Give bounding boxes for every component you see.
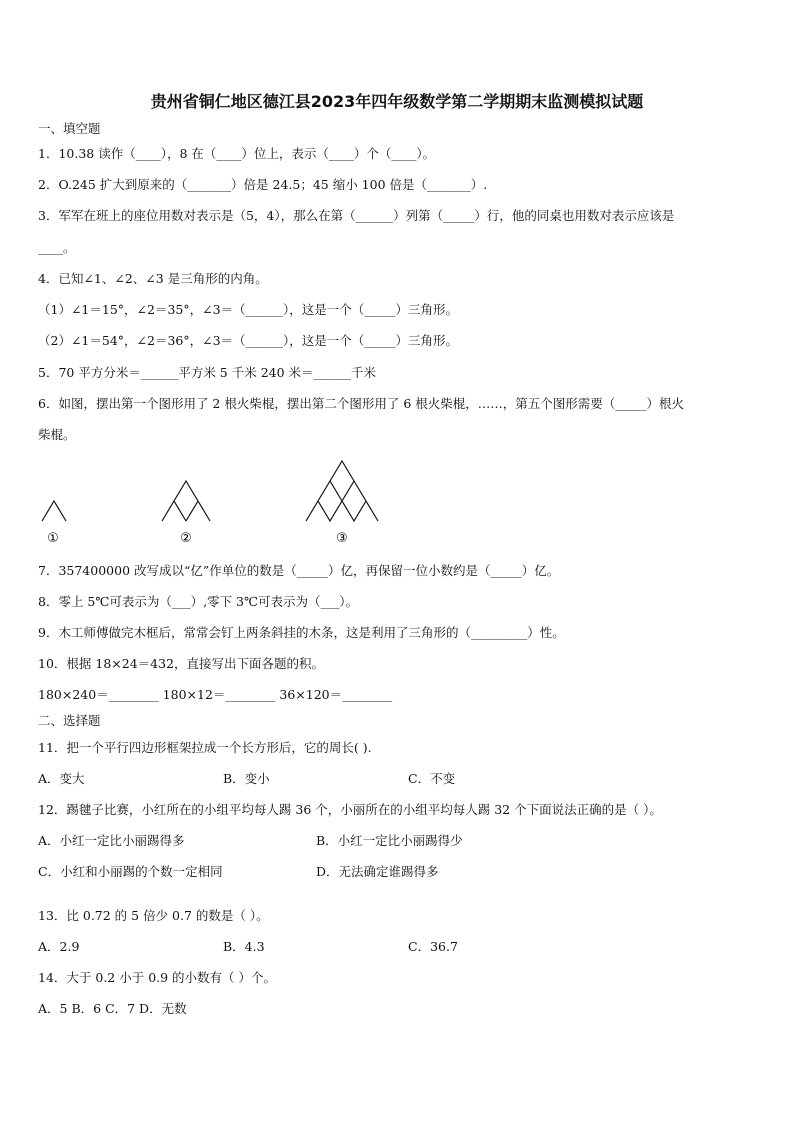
question-1: 1．10.38 读作（____），8 在（____）位上，表示（____）个（____）。 (38, 146, 436, 161)
q12-option-a: A．小红一定比小丽踢得多 (38, 833, 185, 848)
q11-option-a: A．变大 (38, 771, 85, 786)
question-12: 12．踢毽子比赛，小红所在的小组平均每人踢 36 个，小丽所在的小组平均每人踢 32 个下面说法正确的是（ ）。 (38, 802, 662, 817)
question-9: 9．木工师傅做完木框后，常常会钉上两条斜挂的木条，这是利用了三角形的（_________）性。 (38, 625, 565, 640)
question-14: 14．大于 0.2 小于 0.9 的小数有（ ）个。 (38, 970, 277, 985)
figure-1-shape (42, 501, 66, 521)
q14-options: A．5 B．6 C．7 D．无数 (38, 1001, 187, 1016)
question-13: 13．比 0.72 的 5 倍少 0.7 的数是（ ）。 (38, 908, 269, 923)
q13-option-a: A．2.9 (38, 939, 80, 954)
q12-option-c: C．小红和小丽踢的个数一定相同 (38, 864, 223, 879)
q12-option-d: D．无法确定谁踢得多 (316, 864, 439, 879)
question-2: 2．O.245 扩大到原来的（_______）倍是 24.5；45 缩小 100 倍是（_______）. (38, 177, 488, 192)
q11-option-c: C．不变 (408, 771, 456, 786)
q12-option-b: B．小红一定比小丽踢得少 (316, 833, 463, 848)
question-4: 4．已知∠1、∠2、∠3 是三角形的内角。 (38, 271, 268, 286)
q13-option-c: C．36.7 (408, 939, 458, 954)
question-7: 7．357400000 改写成以“亿”作单位的数是（_____）亿，再保留一位小数约是（_____）亿。 (38, 563, 560, 578)
question-11: 11．把一个平行四边形框架拉成一个长方形后，它的周长( ). (38, 740, 372, 755)
figure-2-label: ② (180, 531, 192, 546)
question-3: 3．军军在班上的座位用数对表示是（5，4），那么在第（______）列第（_____）行，他的同桌也用数对表示应该是 (38, 208, 675, 223)
figure-3-label: ③ (336, 531, 348, 546)
question-3-cont: ____。 (38, 240, 76, 255)
question-10-items: 180×240＝________ 180×12＝________ 36×120＝________ (38, 687, 393, 702)
matchstick-figures (0, 455, 794, 555)
section-fill-in: 一、填空题 (38, 121, 101, 136)
q13-option-b: B．4.3 (223, 939, 265, 954)
question-4-part-1: （1）∠1＝15°，∠2＝35°，∠3＝（______），这是一个（_____）三角形。 (38, 302, 459, 317)
question-8: 8．零上 5℃可表示为（___）,零下 3℃可表示为（___）。 (38, 594, 358, 609)
figure-1-label: ① (47, 531, 59, 546)
figure-3-shape (306, 461, 378, 521)
question-5: 5．70 平方分米＝______平方米 5 千米 240 米＝______千米 (38, 365, 377, 380)
q11-option-b: B．变小 (223, 771, 270, 786)
page-title: 贵州省铜仁地区德江县2023年四年级数学第二学期期末监测模拟试题 (150, 92, 644, 111)
figure-2-shape (162, 481, 210, 521)
question-4-part-2: （2）∠1＝54°，∠2＝36°，∠3＝（______），这是一个（_____）三角形。 (38, 333, 459, 348)
question-10: 10．根据 18×24＝432，直接写出下面各题的积。 (38, 656, 325, 671)
question-6: 6．如图，摆出第一个图形用了 2 根火柴棍，摆出第二个图形用了 6 根火柴棍，……，第五个图形需要（_____）根火 (38, 396, 685, 411)
question-6-cont: 柴棍。 (38, 427, 76, 442)
section-choice: 二、选择题 (38, 713, 101, 728)
